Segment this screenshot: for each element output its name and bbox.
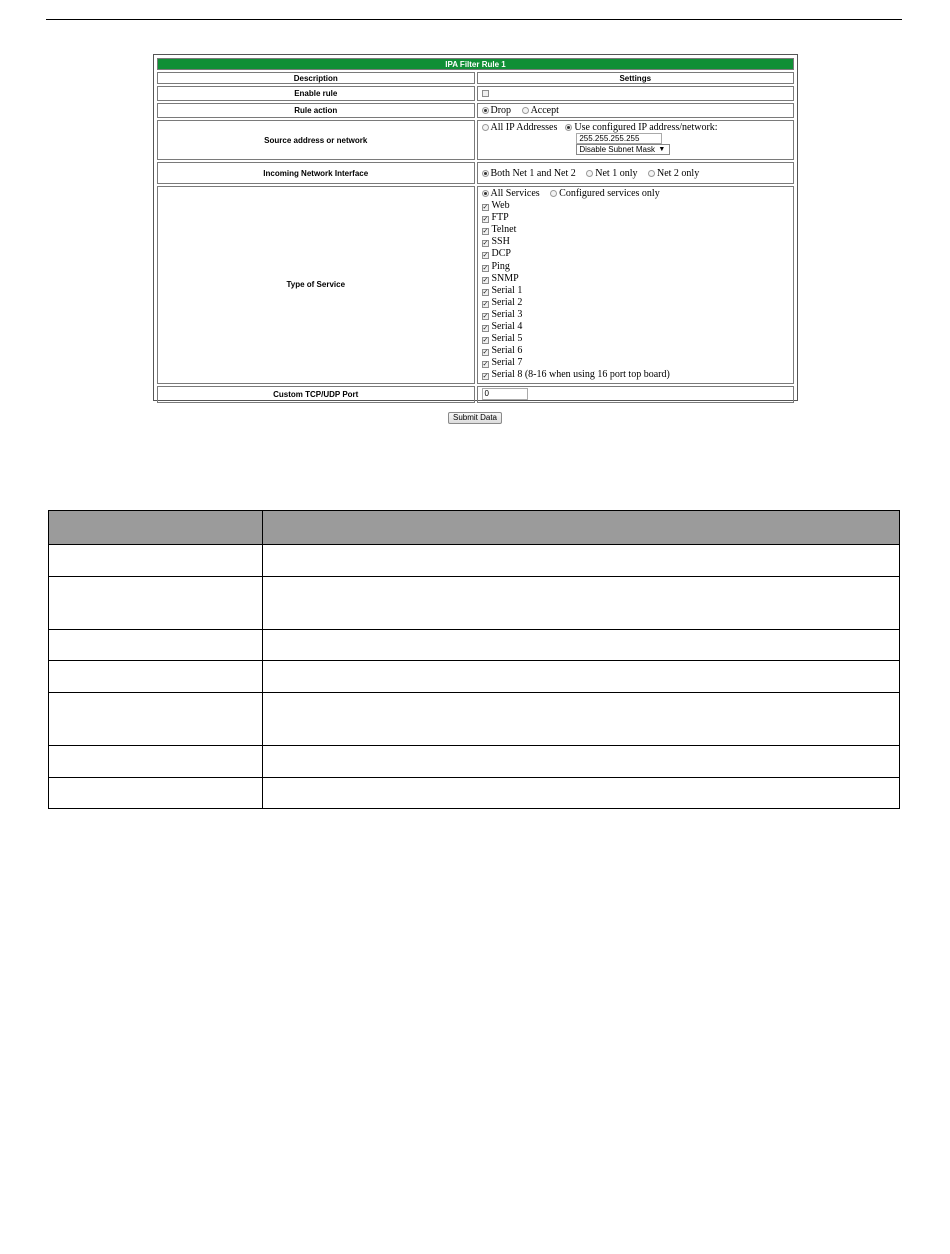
service-item xyxy=(482,236,794,248)
service-item xyxy=(482,345,794,357)
service-label: Web xyxy=(491,200,510,212)
rule-action-drop-radio[interactable] xyxy=(482,107,489,114)
service-item xyxy=(482,285,794,297)
header-settings: Settings xyxy=(477,72,795,84)
service-checkbox[interactable]: ✓ xyxy=(482,299,489,308)
service-label: Ping xyxy=(491,260,510,272)
rule-action-accept-label: Accept xyxy=(530,105,559,116)
net1-label: Net 1 only xyxy=(595,167,638,179)
both-nets-radio[interactable] xyxy=(482,170,489,177)
service-item xyxy=(482,261,794,273)
service-item xyxy=(482,369,794,381)
subnet-mask-select[interactable] xyxy=(576,144,670,155)
custom-port-input[interactable]: 0 xyxy=(482,388,528,400)
net2-radio[interactable] xyxy=(648,170,655,177)
both-nets-label: Both Net 1 and Net 2 xyxy=(490,167,576,179)
ipa-filter-table xyxy=(155,56,796,405)
service-checkbox[interactable]: ✓ xyxy=(482,227,489,236)
configured-services-label: Configured services only xyxy=(559,188,660,199)
form-header-row xyxy=(157,72,794,84)
enable-rule-label: Enable rule xyxy=(157,86,475,101)
service-label: SSH xyxy=(491,236,510,248)
service-item xyxy=(482,297,794,309)
submit-data-button[interactable]: Submit Data xyxy=(448,412,502,424)
service-item xyxy=(482,309,794,321)
table-row xyxy=(49,746,900,778)
rule-action-label: Rule action xyxy=(157,103,475,118)
table-row xyxy=(49,661,900,693)
service-item xyxy=(482,248,794,260)
service-label: Serial 7 xyxy=(491,357,523,369)
configured-ip-radio[interactable] xyxy=(565,124,572,131)
incoming-interface-row xyxy=(157,162,794,184)
service-item xyxy=(482,333,794,345)
service-label: Telnet xyxy=(491,224,517,236)
service-item xyxy=(482,224,794,236)
subnet-mask-value: Disable Subnet Mask xyxy=(579,145,655,154)
settings-description-table xyxy=(48,510,900,809)
service-label: FTP xyxy=(491,212,509,224)
form-title-row xyxy=(157,58,794,70)
all-ip-radio[interactable] xyxy=(482,124,489,131)
table-header-cell xyxy=(263,511,900,545)
rule-action-row xyxy=(157,103,794,118)
service-checkbox[interactable]: ✓ xyxy=(482,203,489,212)
form-title: IPA Filter Rule 1 xyxy=(157,58,794,70)
ipa-filter-form xyxy=(153,54,798,401)
service-checkbox[interactable]: ✓ xyxy=(482,336,489,345)
net1-radio[interactable] xyxy=(586,170,593,177)
service-item xyxy=(482,321,794,333)
all-services-label: All Services xyxy=(490,188,540,199)
service-label: Serial 8 (8-16 when using 16 port top board) xyxy=(491,369,670,381)
table-row xyxy=(49,545,900,577)
service-label: SNMP xyxy=(491,272,519,284)
service-item xyxy=(482,212,794,224)
enable-rule-checkbox[interactable] xyxy=(482,90,489,97)
service-label: Serial 1 xyxy=(491,284,523,296)
service-label: Serial 5 xyxy=(491,333,523,345)
service-checkbox[interactable]: ✓ xyxy=(482,324,489,333)
service-checkbox[interactable]: ✓ xyxy=(482,215,489,224)
configured-services-radio[interactable] xyxy=(550,190,557,197)
net2-label: Net 2 only xyxy=(656,167,700,179)
source-address-label: Source address or network xyxy=(157,120,475,160)
service-checkbox[interactable]: ✓ xyxy=(482,360,489,369)
enable-rule-row xyxy=(157,86,794,101)
service-label: DCP xyxy=(491,248,511,260)
rule-action-drop-label: Drop xyxy=(490,105,512,116)
service-label: Serial 4 xyxy=(491,321,523,333)
all-ip-label: All IP Addresses xyxy=(490,122,558,133)
service-checkbox[interactable]: ✓ xyxy=(482,372,489,381)
table-row xyxy=(49,577,900,630)
custom-port-row xyxy=(157,386,794,403)
dropdown-arrow-icon: ▼ xyxy=(658,146,666,153)
table-row xyxy=(49,630,900,661)
all-services-radio[interactable] xyxy=(482,190,489,197)
table-header-cell xyxy=(49,511,263,545)
service-item xyxy=(482,200,794,212)
service-checkbox[interactable]: ✓ xyxy=(482,251,489,260)
table-row xyxy=(49,693,900,746)
service-item xyxy=(482,273,794,285)
service-label: Serial 6 xyxy=(491,345,523,357)
service-checkbox[interactable]: ✓ xyxy=(482,239,489,248)
header-description: Description xyxy=(157,72,475,84)
service-label: Serial 3 xyxy=(491,308,523,320)
service-checkbox[interactable]: ✓ xyxy=(482,311,489,320)
service-checkbox[interactable]: ✓ xyxy=(482,348,489,357)
ip-address-input[interactable]: 255.255.255.255 xyxy=(576,133,662,144)
type-of-service-label: Type of Service xyxy=(157,186,475,384)
incoming-interface-label: Incoming Network Interface xyxy=(157,162,475,184)
rule-action-accept-radio[interactable] xyxy=(522,107,529,114)
custom-port-label: Custom TCP/UDP Port xyxy=(157,386,475,403)
service-checkbox[interactable]: ✓ xyxy=(482,275,489,284)
type-of-service-row xyxy=(157,186,794,384)
service-item xyxy=(482,357,794,369)
table-header-row xyxy=(49,511,900,545)
service-label: Serial 2 xyxy=(491,296,523,308)
table-row xyxy=(49,778,900,809)
configured-ip-label: Use configured IP address/network: xyxy=(574,122,718,133)
page-top-rule xyxy=(46,19,902,20)
source-address-row xyxy=(157,120,794,160)
service-checkbox[interactable]: ✓ xyxy=(482,287,489,296)
service-checkbox[interactable]: ✓ xyxy=(482,263,489,272)
